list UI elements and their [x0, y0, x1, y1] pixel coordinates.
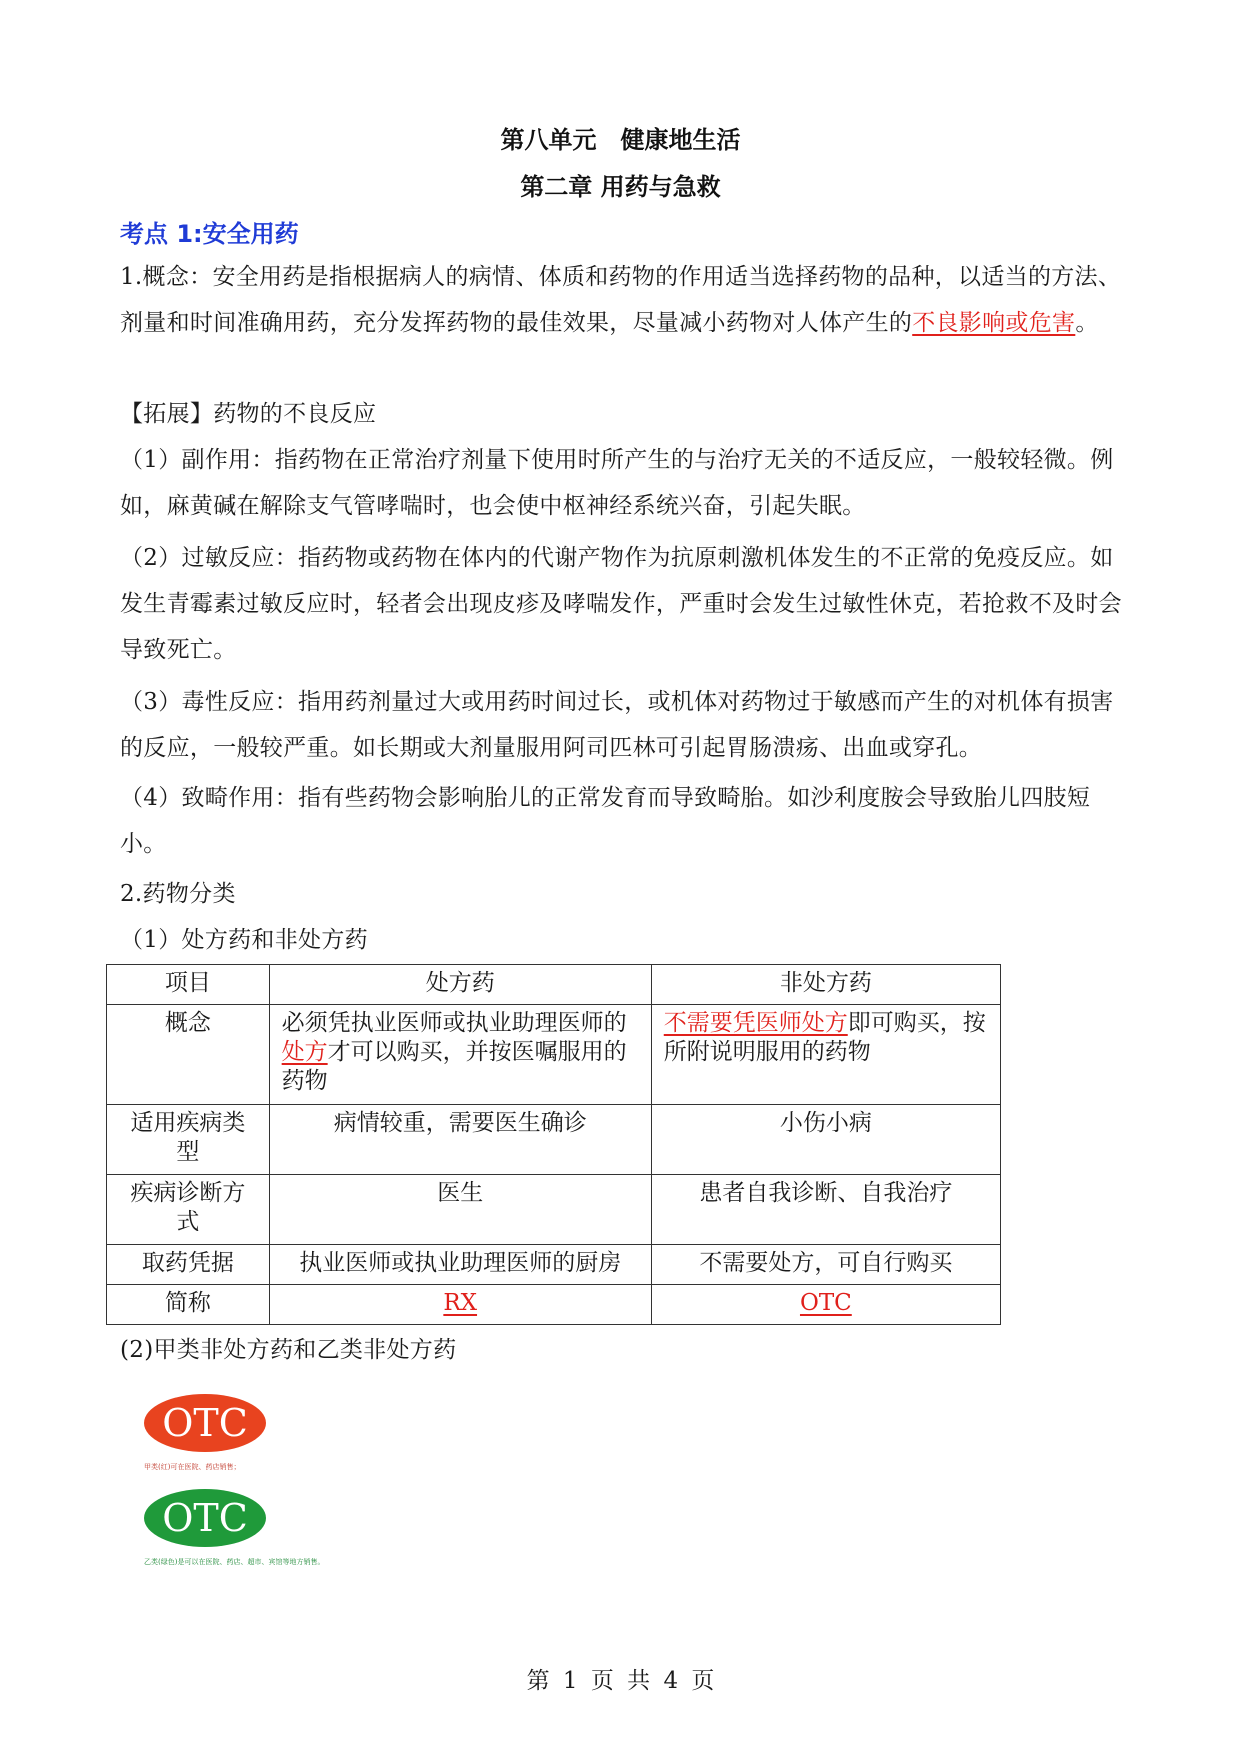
rx-cell: 医生 — [269, 1175, 651, 1245]
otc-concept-text: 即可购买，按所附说明服用的药物 — [663, 1010, 986, 1065]
row-label: 疾病诊断方式 — [107, 1175, 270, 1245]
table-row — [107, 1005, 1001, 1105]
concept-suffix: 。 — [1075, 310, 1099, 336]
adverse-side-effect: （1）副作用：指药物在正常治疗剂量下使用时所产生的与治疗无关的不适反应，一般较轻微。例如，麻黄碱在解除支气管哮喘时，也会使中枢神经系统兴奋，引起失眠。 — [120, 447, 1114, 519]
otc-concept-cell — [651, 1005, 1000, 1105]
rx-cell: 执业医师或执业助理医师的厨房 — [269, 1245, 651, 1285]
rx-concept-text: 必须凭执业医师或执业助理医师的 — [281, 1010, 627, 1036]
otc-abbr-cell — [651, 1285, 1000, 1325]
classification-sub2: (2)甲类非处方药和乙类非处方药 — [120, 1337, 457, 1363]
otc-red-oval: OTC — [144, 1394, 266, 1452]
rx-concept-suffix: 才可以购买，并按医嘱服用的药物 — [281, 1039, 627, 1094]
table-header-row — [107, 965, 1001, 1005]
table-row — [107, 1105, 1001, 1175]
concept-highlight: 不良影响或危害 — [912, 310, 1076, 336]
row-label: 概念 — [107, 1005, 270, 1105]
otc-red-note: 甲类(红)可在医院、药店销售； — [144, 1463, 241, 1471]
rx-concept-highlight: 处方 — [281, 1039, 328, 1065]
table-row — [107, 1285, 1001, 1325]
row-label: 取药凭据 — [107, 1245, 270, 1285]
extension-heading: 【拓展】药物的不良反应 — [120, 401, 377, 427]
header-cell: 非处方药 — [651, 965, 1000, 1005]
chapter-title: 第二章 用药与急救 — [520, 173, 721, 201]
concept-text: 1.概念：安全用药是指根据病人的病情、体质和药物的作用适当选择药物的品种，以适当的方法、剂量和时间准确用药，充分发挥药物的最佳效果，尽量减小药物对人体产生的 — [120, 264, 1122, 336]
otc-cell: 小伤小病 — [651, 1105, 1000, 1175]
otc-green-oval: OTC — [144, 1489, 266, 1547]
rx-abbr-cell — [269, 1285, 651, 1325]
rx-abbr: RX — [443, 1290, 478, 1316]
adverse-teratogenic: （4）致畸作用：指有些药物会影响胎儿的正常发育而导致畸胎。如沙利度胺会导致胎儿四肢短小。 — [120, 785, 1091, 857]
rx-cell: 病情较重，需要医生确诊 — [269, 1105, 651, 1175]
otc-abbr: OTC — [799, 1290, 852, 1316]
classification-heading: 2.药物分类 — [120, 881, 236, 907]
otc-green-note: 乙类(绿色)是可以在医院、药店、超市、宾馆等地方销售。 — [144, 1558, 325, 1566]
header-cell: 处方药 — [269, 965, 651, 1005]
concept-paragraph — [120, 254, 1130, 346]
adverse-allergy: （2）过敏反应：指药物或药物在体内的代谢产物作为抗原刺激机体发生的不正常的免疫反应。如发生青霉素过敏反应时，轻者会出现皮疹及哮喘发作，严重时会发生过敏性休克，若抢救不及时会导致死亡。 — [120, 545, 1122, 663]
otc-concept-highlight: 不需要凭医师处方 — [663, 1010, 848, 1036]
keypoint-heading: 考点 1:安全用药 — [120, 220, 299, 248]
row-label: 适用疾病类型 — [107, 1105, 270, 1175]
otc-cell: 不需要处方，可自行购买 — [651, 1245, 1000, 1285]
row-label: 简称 — [107, 1285, 270, 1325]
rx-concept-cell — [269, 1005, 651, 1105]
otc-cell: 患者自我诊断、自我治疗 — [651, 1175, 1000, 1245]
table-row — [107, 1245, 1001, 1285]
drug-comparison-table — [106, 964, 1001, 1325]
classification-sub1: （1）处方药和非处方药 — [120, 927, 368, 953]
unit-title: 第八单元 健康地生活 — [500, 126, 741, 154]
table-row — [107, 1175, 1001, 1245]
page-footer: 第 1 页 共 4 页 — [526, 1668, 715, 1694]
header-cell: 项目 — [107, 965, 270, 1005]
adverse-toxicity: （3）毒性反应：指用药剂量过大或用药时间过长，或机体对药物过于敏感而产生的对机体有损害的反应，一般较严重。如长期或大剂量服用阿司匹林可引起胃肠溃疡、出血或穿孔。 — [120, 689, 1114, 761]
